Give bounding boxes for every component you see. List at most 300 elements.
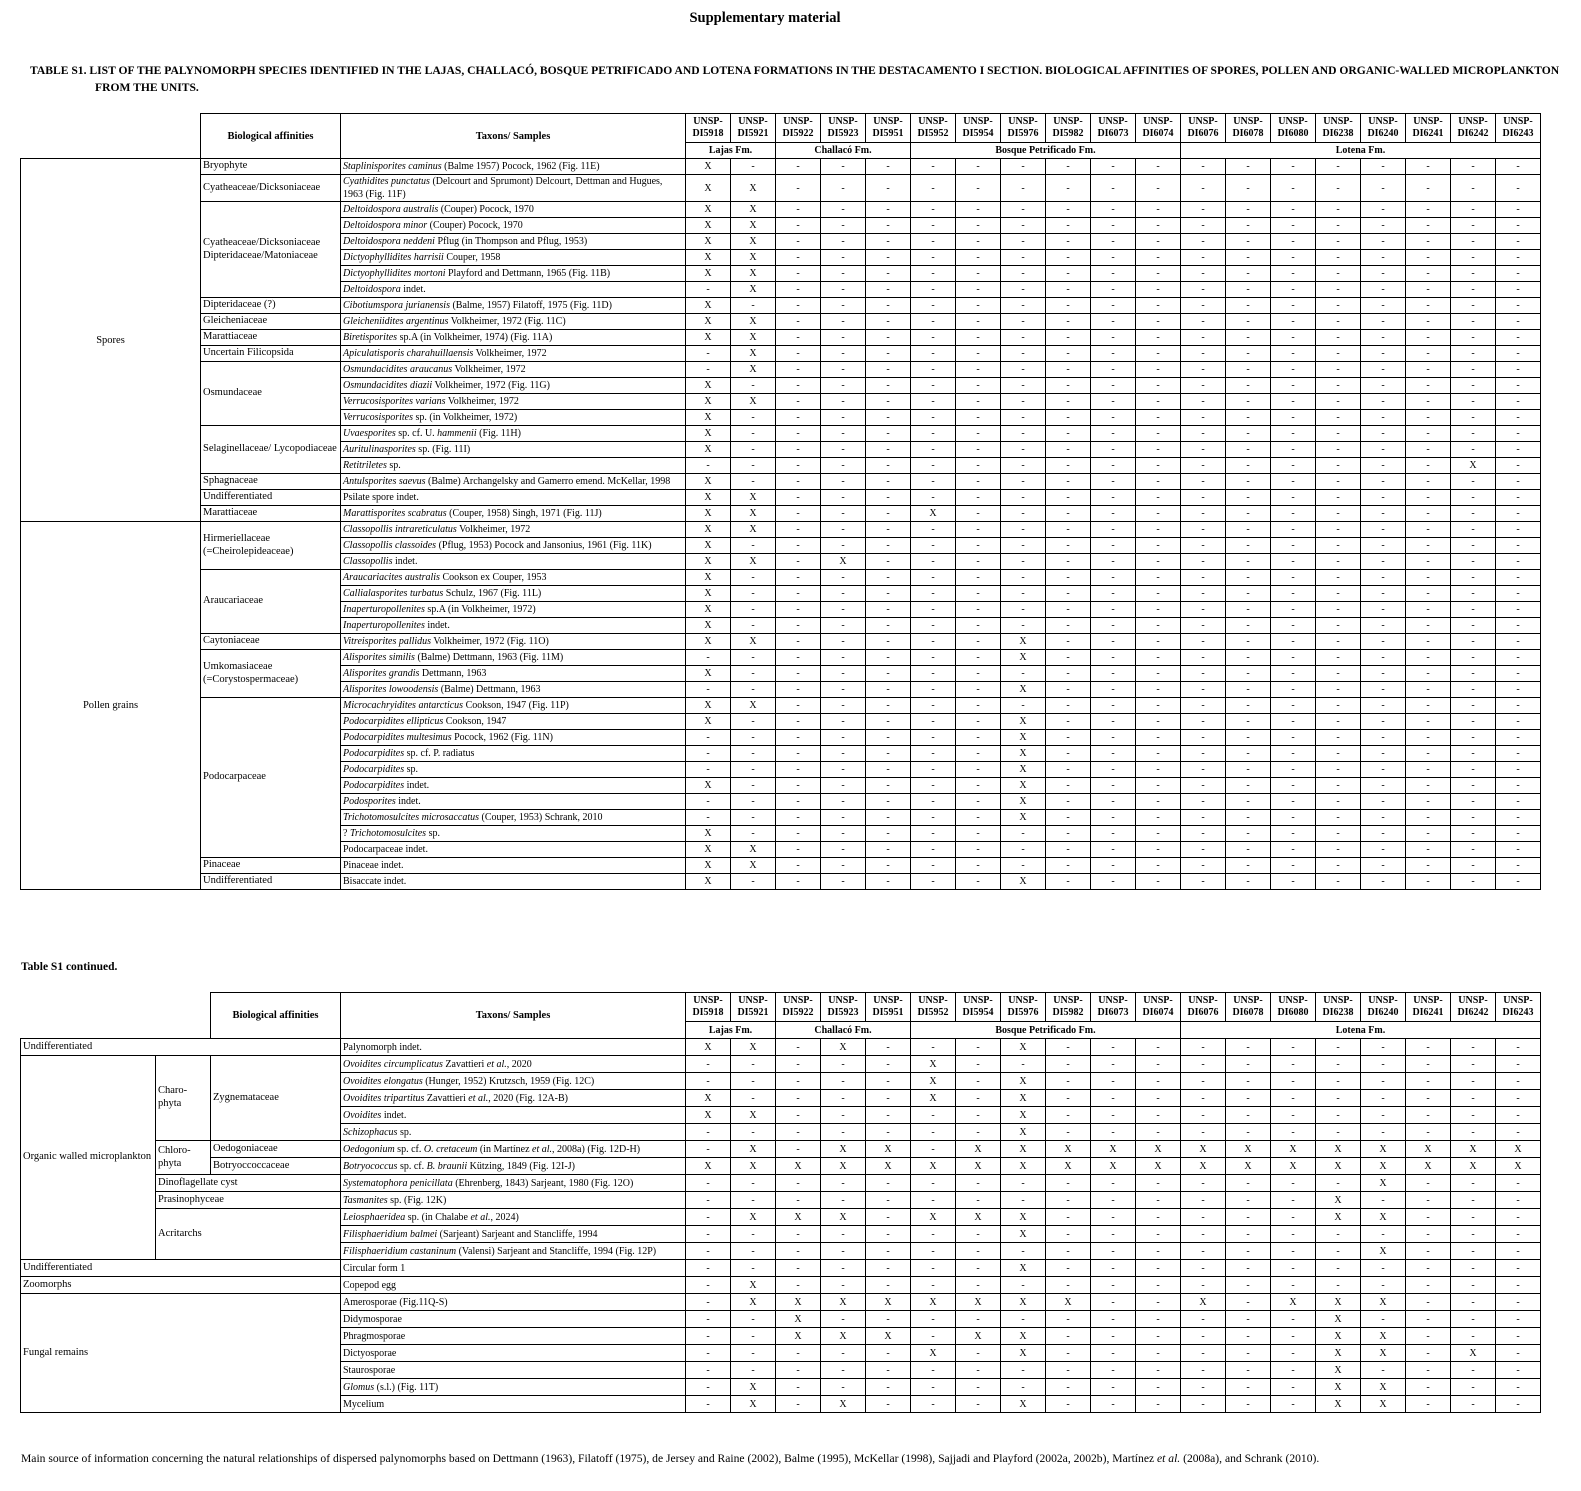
- absence-mark-cell: -: [956, 250, 1001, 266]
- sample-id-line: UNSP-: [1278, 995, 1308, 1006]
- absence-mark-cell: -: [1406, 1073, 1451, 1090]
- absence-mark-cell: -: [1271, 586, 1316, 602]
- absence-mark-cell: -: [1091, 314, 1136, 330]
- absence-mark-cell: -: [1406, 378, 1451, 394]
- presence-mark-cell: X: [731, 202, 776, 218]
- absence-mark-cell: -: [911, 602, 956, 618]
- sample-id-line: DI6240: [1367, 1007, 1399, 1018]
- absence-mark-cell: -: [1226, 474, 1271, 490]
- absence-mark-cell: -: [776, 778, 821, 794]
- absence-mark-cell: -: [731, 159, 776, 175]
- absence-mark-cell: -: [776, 346, 821, 362]
- absence-mark-cell: -: [866, 1379, 911, 1396]
- presence-mark-cell: X: [1001, 1345, 1046, 1362]
- sample-id-line: DI6073: [1097, 128, 1129, 139]
- taxon-text: Inaperturopollenites: [343, 620, 425, 631]
- absence-mark-cell: -: [1406, 522, 1451, 538]
- presence-mark-cell: X: [1361, 1243, 1406, 1260]
- sample-column-header: [1496, 993, 1541, 1022]
- presence-mark-cell: X: [686, 218, 731, 234]
- absence-mark-cell: -: [866, 794, 911, 810]
- sample-column-header: [1361, 993, 1406, 1022]
- table-row: [21, 1192, 1541, 1209]
- absence-mark-cell: -: [686, 1056, 731, 1073]
- presence-mark-cell: X: [821, 1328, 866, 1345]
- sample-id-line: UNSP-: [1233, 116, 1263, 127]
- absence-mark-cell: -: [1226, 1345, 1271, 1362]
- absence-mark-cell: -: [776, 490, 821, 506]
- absence-mark-cell: -: [1091, 250, 1136, 266]
- sample-id-line: UNSP-: [1413, 995, 1443, 1006]
- absence-mark-cell: -: [1271, 1328, 1316, 1345]
- presence-mark-cell: X: [1001, 730, 1046, 746]
- absence-mark-cell: -: [1361, 159, 1406, 175]
- absence-mark-cell: -: [1316, 202, 1361, 218]
- taxon-text: Auritulinasporites: [343, 444, 416, 455]
- absence-mark-cell: -: [1451, 554, 1496, 570]
- absence-mark-cell: -: [1001, 698, 1046, 714]
- absence-mark-cell: -: [1316, 298, 1361, 314]
- absence-mark-cell: -: [866, 730, 911, 746]
- absence-mark-cell: -: [866, 586, 911, 602]
- presence-mark-cell: X: [1001, 1226, 1046, 1243]
- taxon-text: Volkheimer, 1972: [452, 364, 526, 375]
- absence-mark-cell: -: [1271, 762, 1316, 778]
- absence-mark-cell: -: [1136, 778, 1181, 794]
- absence-mark-cell: -: [1181, 202, 1226, 218]
- table-row: [21, 330, 1541, 346]
- table-row: [21, 858, 1541, 874]
- absence-mark-cell: -: [911, 522, 956, 538]
- absence-mark-cell: -: [1181, 618, 1226, 634]
- absence-mark-cell: -: [1406, 1226, 1451, 1243]
- absence-mark-cell: -: [1496, 1294, 1541, 1311]
- taxon-cell: [341, 682, 686, 698]
- presence-mark-cell: X: [1406, 1158, 1451, 1175]
- absence-mark-cell: -: [821, 394, 866, 410]
- absence-mark-cell: -: [1271, 858, 1316, 874]
- absence-mark-cell: -: [1451, 682, 1496, 698]
- absence-mark-cell: -: [956, 159, 1001, 175]
- absence-mark-cell: -: [1271, 159, 1316, 175]
- absence-mark-cell: -: [1181, 586, 1226, 602]
- absence-mark-cell: -: [1361, 218, 1406, 234]
- absence-mark-cell: -: [1136, 714, 1181, 730]
- absence-mark-cell: -: [821, 682, 866, 698]
- sample-id-line: UNSP-: [828, 995, 858, 1006]
- absence-mark-cell: -: [776, 1362, 821, 1379]
- absence-mark-cell: -: [1406, 234, 1451, 250]
- absence-mark-cell: -: [731, 602, 776, 618]
- absence-mark-cell: -: [911, 538, 956, 554]
- presence-mark-cell: X: [686, 1090, 731, 1107]
- absence-mark-cell: -: [1181, 794, 1226, 810]
- sample-id-line: UNSP-: [783, 995, 813, 1006]
- absence-mark-cell: -: [1181, 746, 1226, 762]
- table-s1: [20, 113, 1541, 890]
- table-row: [21, 346, 1541, 362]
- absence-mark-cell: -: [1046, 266, 1091, 282]
- absence-mark-cell: -: [1271, 218, 1316, 234]
- taxon-text: Volkheimer, 1972: [445, 396, 519, 407]
- absence-mark-cell: -: [1361, 538, 1406, 554]
- absence-mark-cell: -: [1091, 490, 1136, 506]
- taxon-text: Ovoidites tripartitus: [343, 1092, 425, 1104]
- absence-mark-cell: -: [1181, 1175, 1226, 1192]
- absence-mark-cell: -: [1001, 1056, 1046, 1073]
- presence-mark-cell: X: [1001, 682, 1046, 698]
- absence-mark-cell: -: [1226, 666, 1271, 682]
- absence-mark-cell: -: [1361, 1226, 1406, 1243]
- absence-mark-cell: -: [821, 218, 866, 234]
- taxon-cell: [341, 1141, 686, 1158]
- sample-id-line: DI6242: [1457, 128, 1489, 139]
- absence-mark-cell: -: [956, 1039, 1001, 1056]
- absence-mark-cell: -: [1451, 522, 1496, 538]
- absence-mark-cell: -: [911, 858, 956, 874]
- absence-mark-cell: -: [1181, 298, 1226, 314]
- absence-mark-cell: -: [1181, 426, 1226, 442]
- absence-mark-cell: -: [1001, 570, 1046, 586]
- affinity-cell: Cyatheaceae/Dicksoniaceae: [201, 175, 341, 202]
- absence-mark-cell: -: [1091, 586, 1136, 602]
- absence-mark-cell: -: [911, 826, 956, 842]
- absence-mark-cell: -: [731, 1192, 776, 1209]
- absence-mark-cell: -: [911, 1226, 956, 1243]
- absence-mark-cell: -: [956, 175, 1001, 202]
- absence-mark-cell: -: [1181, 442, 1226, 458]
- absence-mark-cell: -: [1361, 362, 1406, 378]
- absence-mark-cell: -: [1496, 1328, 1541, 1345]
- absence-mark-cell: -: [1091, 634, 1136, 650]
- presence-mark-cell: X: [1001, 1209, 1046, 1226]
- sample-id-line: UNSP-: [963, 995, 993, 1006]
- absence-mark-cell: -: [1496, 314, 1541, 330]
- absence-mark-cell: -: [911, 378, 956, 394]
- absence-mark-cell: -: [731, 650, 776, 666]
- absence-mark-cell: -: [776, 234, 821, 250]
- absence-mark-cell: -: [1181, 1124, 1226, 1141]
- taxon-text: Alisporites grandis: [343, 668, 420, 679]
- absence-mark-cell: -: [1316, 1175, 1361, 1192]
- absence-mark-cell: -: [1001, 314, 1046, 330]
- taxon-cell: [341, 634, 686, 650]
- sample-id-line: DI5976: [1007, 1007, 1039, 1018]
- absence-mark-cell: -: [911, 810, 956, 826]
- absence-mark-cell: -: [1136, 1107, 1181, 1124]
- absence-mark-cell: -: [1451, 778, 1496, 794]
- absence-mark-cell: -: [1496, 282, 1541, 298]
- absence-mark-cell: -: [1001, 826, 1046, 842]
- table-row: [21, 1158, 1541, 1175]
- absence-mark-cell: -: [956, 778, 1001, 794]
- absence-mark-cell: -: [866, 175, 911, 202]
- presence-mark-cell: X: [686, 298, 731, 314]
- absence-mark-cell: -: [1451, 314, 1496, 330]
- absence-mark-cell: -: [731, 1175, 776, 1192]
- absence-mark-cell: -: [776, 810, 821, 826]
- sample-column-header: [686, 993, 731, 1022]
- absence-mark-cell: -: [1136, 826, 1181, 842]
- presence-mark-cell: X: [731, 314, 776, 330]
- taxon-cell: [341, 794, 686, 810]
- absence-mark-cell: -: [1091, 266, 1136, 282]
- presence-mark-cell: X: [866, 1158, 911, 1175]
- taxon-text: Deltoidospora minor: [343, 220, 428, 231]
- presence-mark-cell: X: [1451, 1141, 1496, 1158]
- absence-mark-cell: -: [956, 410, 1001, 426]
- absence-mark-cell: -: [1046, 1124, 1091, 1141]
- affinity-cell: Sphagnaceae: [201, 474, 341, 490]
- absence-mark-cell: -: [866, 314, 911, 330]
- absence-mark-cell: -: [911, 746, 956, 762]
- presence-mark-cell: X: [1046, 1294, 1091, 1311]
- absence-mark-cell: -: [1451, 1328, 1496, 1345]
- absence-mark-cell: -: [1136, 394, 1181, 410]
- taxon-cell: [341, 378, 686, 394]
- absence-mark-cell: -: [1046, 810, 1091, 826]
- affinity-cell: Dinoflagellate cyst: [156, 1175, 341, 1192]
- absence-mark-cell: -: [956, 586, 1001, 602]
- absence-mark-cell: -: [1046, 1039, 1091, 1056]
- presence-mark-cell: X: [1361, 1345, 1406, 1362]
- absence-mark-cell: -: [1316, 1124, 1361, 1141]
- absence-mark-cell: -: [911, 426, 956, 442]
- absence-mark-cell: -: [1406, 842, 1451, 858]
- formation-header: Lajas Fm.: [686, 1022, 776, 1039]
- absence-mark-cell: -: [776, 1277, 821, 1294]
- absence-mark-cell: -: [1271, 826, 1316, 842]
- absence-mark-cell: -: [1091, 826, 1136, 842]
- absence-mark-cell: -: [1451, 1090, 1496, 1107]
- absence-mark-cell: -: [911, 202, 956, 218]
- table-row: [21, 650, 1541, 666]
- absence-mark-cell: -: [1136, 490, 1181, 506]
- absence-mark-cell: -: [956, 1260, 1001, 1277]
- taxon-cell: [341, 538, 686, 554]
- absence-mark-cell: -: [1361, 554, 1406, 570]
- affinity-cell: Araucariaceae: [201, 570, 341, 634]
- taxon-cell: [341, 266, 686, 282]
- absence-mark-cell: -: [1361, 175, 1406, 202]
- absence-mark-cell: -: [1406, 1362, 1451, 1379]
- sample-id-line: UNSP-: [1098, 116, 1128, 127]
- absence-mark-cell: -: [1001, 858, 1046, 874]
- absence-mark-cell: -: [1271, 746, 1316, 762]
- absence-mark-cell: -: [1496, 266, 1541, 282]
- absence-mark-cell: -: [1091, 570, 1136, 586]
- group-cell: Undifferentiated: [21, 1039, 341, 1056]
- taxon-text: Main source of information concerning the natural relationships of dispersed palynomorphs based on Dettmann (1963), Filatoff (1975), de Jersey and Raine (2002), Balme (1995), McKellar (1998), Sajjadi and Playford (2002a, 2002b), Martínez: [21, 1452, 1158, 1465]
- absence-mark-cell: -: [1226, 1328, 1271, 1345]
- absence-mark-cell: -: [1406, 538, 1451, 554]
- absence-mark-cell: -: [1271, 266, 1316, 282]
- table-row: [21, 1209, 1541, 1226]
- absence-mark-cell: -: [1001, 234, 1046, 250]
- absence-mark-cell: -: [956, 682, 1001, 698]
- absence-mark-cell: -: [1046, 682, 1091, 698]
- absence-mark-cell: -: [1091, 1311, 1136, 1328]
- absence-mark-cell: -: [1316, 175, 1361, 202]
- absence-mark-cell: -: [1451, 874, 1496, 890]
- sample-id-line: UNSP-: [1368, 995, 1398, 1006]
- absence-mark-cell: -: [1136, 554, 1181, 570]
- absence-mark-cell: -: [1361, 298, 1406, 314]
- absence-mark-cell: -: [1316, 1056, 1361, 1073]
- absence-mark-cell: -: [1226, 602, 1271, 618]
- absence-mark-cell: -: [776, 474, 821, 490]
- absence-mark-cell: -: [1136, 634, 1181, 650]
- sample-column-header: [1091, 993, 1136, 1022]
- absence-mark-cell: -: [1271, 490, 1316, 506]
- taxon-text: Pocock, 1962 (Fig. 11N): [451, 732, 553, 743]
- absence-mark-cell: -: [956, 378, 1001, 394]
- presence-mark-cell: X: [1361, 1294, 1406, 1311]
- absence-mark-cell: -: [1406, 330, 1451, 346]
- absence-mark-cell: -: [1091, 1175, 1136, 1192]
- absence-mark-cell: -: [1091, 1277, 1136, 1294]
- absence-mark-cell: -: [1361, 634, 1406, 650]
- group-cell: Zoomorphs: [21, 1277, 341, 1294]
- taxon-text: indet.: [404, 780, 430, 791]
- absence-mark-cell: -: [686, 810, 731, 826]
- taxon-cell: [341, 554, 686, 570]
- absence-mark-cell: -: [1136, 1345, 1181, 1362]
- absence-mark-cell: -: [1091, 346, 1136, 362]
- absence-mark-cell: -: [1271, 362, 1316, 378]
- absence-mark-cell: -: [776, 842, 821, 858]
- absence-mark-cell: -: [1406, 746, 1451, 762]
- sample-column-header: [1361, 114, 1406, 143]
- group-cell: Pollen grains: [21, 522, 201, 890]
- absence-mark-cell: -: [1451, 506, 1496, 522]
- absence-mark-cell: -: [686, 1396, 731, 1413]
- table-row: [21, 362, 1541, 378]
- absence-mark-cell: -: [1136, 746, 1181, 762]
- formation-header: Bosque Petrificado Fm.: [911, 1022, 1181, 1039]
- sample-id-line: DI6240: [1367, 128, 1399, 139]
- taxon-cell: [341, 826, 686, 842]
- absence-mark-cell: -: [1406, 266, 1451, 282]
- formation-header: Lotena Fm.: [1181, 1022, 1541, 1039]
- absence-mark-cell: -: [1091, 778, 1136, 794]
- absence-mark-cell: -: [731, 1328, 776, 1345]
- presence-mark-cell: X: [686, 426, 731, 442]
- absence-mark-cell: -: [1451, 1243, 1496, 1260]
- absence-mark-cell: -: [1181, 506, 1226, 522]
- absence-mark-cell: -: [776, 362, 821, 378]
- absence-mark-cell: -: [1271, 794, 1316, 810]
- presence-mark-cell: X: [686, 1039, 731, 1056]
- taxon-text: Classopollis intrareticulatus: [343, 524, 457, 535]
- absence-mark-cell: -: [1361, 586, 1406, 602]
- presence-mark-cell: X: [731, 394, 776, 410]
- absence-mark-cell: -: [1406, 698, 1451, 714]
- absence-mark-cell: -: [1496, 426, 1541, 442]
- taxon-text: Gleicheniidites argentinus: [343, 316, 449, 327]
- absence-mark-cell: -: [776, 1396, 821, 1413]
- absence-mark-cell: -: [1406, 1090, 1451, 1107]
- absence-mark-cell: -: [821, 1379, 866, 1396]
- absence-mark-cell: -: [776, 1039, 821, 1056]
- absence-mark-cell: -: [1316, 1243, 1361, 1260]
- absence-mark-cell: -: [1316, 234, 1361, 250]
- table-row: [21, 506, 1541, 522]
- absence-mark-cell: -: [1271, 1379, 1316, 1396]
- sample-id-line: DI5954: [962, 1007, 994, 1018]
- presence-mark-cell: X: [686, 394, 731, 410]
- absence-mark-cell: -: [1451, 650, 1496, 666]
- absence-mark-cell: -: [1136, 426, 1181, 442]
- absence-mark-cell: -: [1271, 1243, 1316, 1260]
- absence-mark-cell: -: [1046, 858, 1091, 874]
- absence-mark-cell: -: [956, 714, 1001, 730]
- table-row: [21, 1056, 1541, 1073]
- taxon-text: Volkheimer, 1972: [473, 348, 547, 359]
- taxon-text: Volkheimer, 1972 (Fig. 11O): [431, 636, 549, 647]
- absence-mark-cell: -: [1271, 1073, 1316, 1090]
- absence-mark-cell: -: [1046, 522, 1091, 538]
- absence-mark-cell: -: [1046, 554, 1091, 570]
- absence-mark-cell: -: [1496, 522, 1541, 538]
- absence-mark-cell: -: [776, 1260, 821, 1277]
- absence-mark-cell: -: [1091, 1260, 1136, 1277]
- absence-mark-cell: -: [1316, 554, 1361, 570]
- absence-mark-cell: -: [911, 586, 956, 602]
- absence-mark-cell: -: [1496, 1277, 1541, 1294]
- sample-column-header: [956, 114, 1001, 143]
- absence-mark-cell: -: [821, 234, 866, 250]
- absence-mark-cell: -: [956, 1277, 1001, 1294]
- presence-mark-cell: X: [686, 410, 731, 426]
- absence-mark-cell: -: [1091, 1345, 1136, 1362]
- absence-mark-cell: -: [821, 266, 866, 282]
- presence-mark-cell: X: [731, 506, 776, 522]
- absence-mark-cell: -: [731, 1056, 776, 1073]
- affinity-cell: Marattiaceae: [201, 506, 341, 522]
- taxon-text: sp. (Fig. 12K): [387, 1194, 447, 1206]
- absence-mark-cell: -: [1136, 1260, 1181, 1277]
- taxon-text: et al.: [470, 1211, 491, 1223]
- absence-mark-cell: -: [1451, 298, 1496, 314]
- absence-mark-cell: -: [1226, 1209, 1271, 1226]
- sample-column-header: [1496, 114, 1541, 143]
- absence-mark-cell: -: [1046, 234, 1091, 250]
- absence-mark-cell: -: [1046, 1175, 1091, 1192]
- taxon-cell: [341, 1039, 686, 1056]
- taxon-text: (2008a), and Schrank (2010).: [1180, 1452, 1320, 1465]
- absence-mark-cell: -: [821, 1073, 866, 1090]
- absence-mark-cell: -: [911, 682, 956, 698]
- sample-column-header: [956, 993, 1001, 1022]
- taxon-text: B. braunii: [426, 1160, 468, 1172]
- absence-mark-cell: -: [911, 298, 956, 314]
- presence-mark-cell: X: [1316, 1396, 1361, 1413]
- presence-mark-cell: X: [1361, 1141, 1406, 1158]
- taxon-text: Podocarpaceae indet.: [343, 844, 428, 855]
- absence-mark-cell: -: [1406, 1107, 1451, 1124]
- absence-mark-cell: -: [821, 1107, 866, 1124]
- taxon-cell: [341, 1294, 686, 1311]
- absence-mark-cell: -: [1361, 1090, 1406, 1107]
- taxon-cell: [341, 778, 686, 794]
- sample-id-line: DI5918: [692, 128, 724, 139]
- taxon-text: Alisporites lowoodensis: [343, 684, 439, 695]
- absence-mark-cell: -: [1316, 762, 1361, 778]
- taxon-text: Psilate spore indet.: [343, 492, 419, 503]
- presence-mark-cell: X: [686, 314, 731, 330]
- taxon-text: Tasmanites: [343, 1194, 388, 1206]
